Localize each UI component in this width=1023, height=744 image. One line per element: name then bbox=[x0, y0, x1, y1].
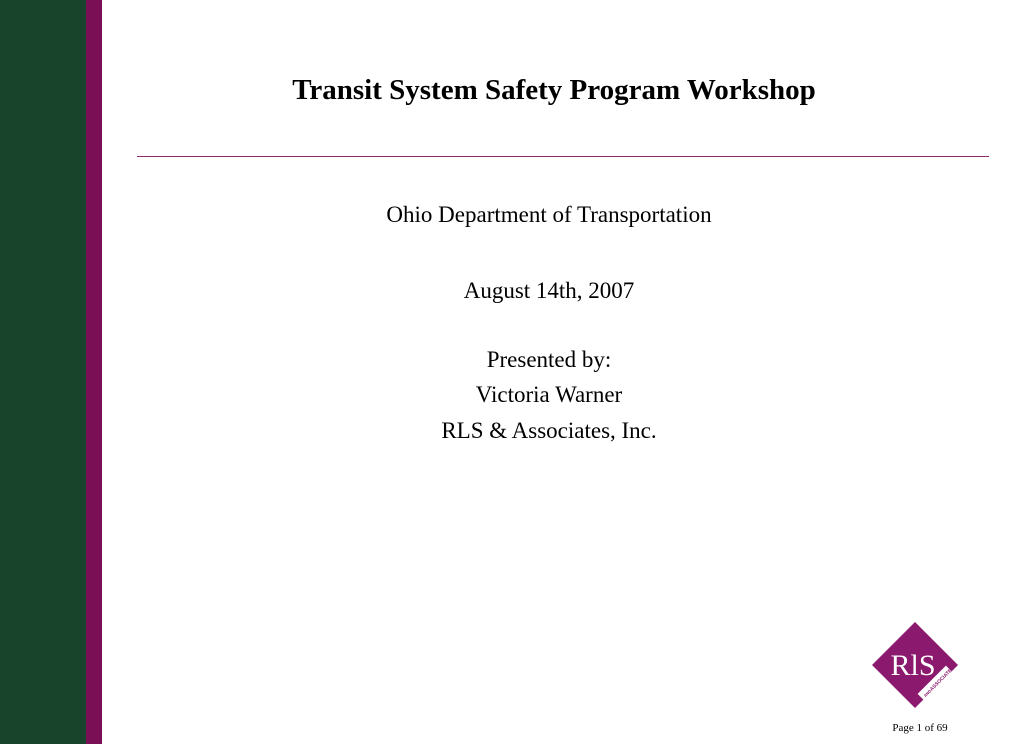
presenter-name: Victoria Warner bbox=[475, 382, 623, 407]
logo-main-text: RlS bbox=[890, 649, 936, 682]
rls-diamond-logo-icon bbox=[870, 620, 960, 710]
presented-by-label: Presented by: bbox=[486, 347, 612, 372]
title-divider bbox=[137, 156, 989, 157]
slide-title: Transit System Safety Program Workshop bbox=[292, 74, 816, 106]
logo-associates-text: ASSOCIATES bbox=[928, 665, 956, 693]
left-purple-bar bbox=[86, 0, 102, 744]
page-indicator: Page 1 of 69 bbox=[892, 722, 948, 734]
date-text: August 14th, 2007 bbox=[463, 278, 635, 303]
logo-and-text: AND bbox=[922, 688, 933, 699]
company-name: RLS & Associates, Inc. bbox=[441, 418, 657, 443]
organization-text: Ohio Department of Transportation bbox=[386, 202, 712, 227]
left-green-bar bbox=[0, 0, 86, 744]
